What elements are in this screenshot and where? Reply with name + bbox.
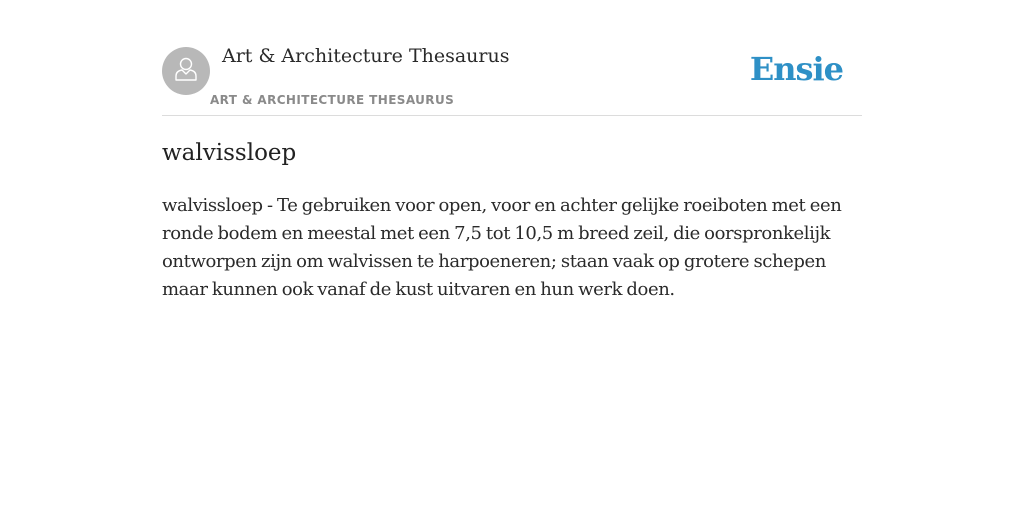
avatar[interactable] [162, 47, 210, 95]
entry-definition: walvissloep - Te gebruiken voor open, voor en achter gelijke roeiboten met een ronde bodem en meestal met een 7,5 tot 10,5 m breed zeil, die oorspronkelijk ontworpen zijn om walvissen te harpoeneren; staan vaak op grotere schepen maar kunnen ook vanaf de kust uitvaren en hun werk doen. [162, 195, 842, 300]
ensie-logo[interactable]: Ensie [749, 50, 843, 88]
user-icon [171, 54, 201, 89]
source-link[interactable]: ART & ARCHITECTURE THESAURUS [210, 93, 455, 107]
author-link[interactable]: Art & Architecture Thesaurus [222, 45, 510, 67]
entry-header [162, 0, 862, 116]
main-content [162, 0, 862, 300]
entry-title: walvissloep [162, 140, 297, 166]
